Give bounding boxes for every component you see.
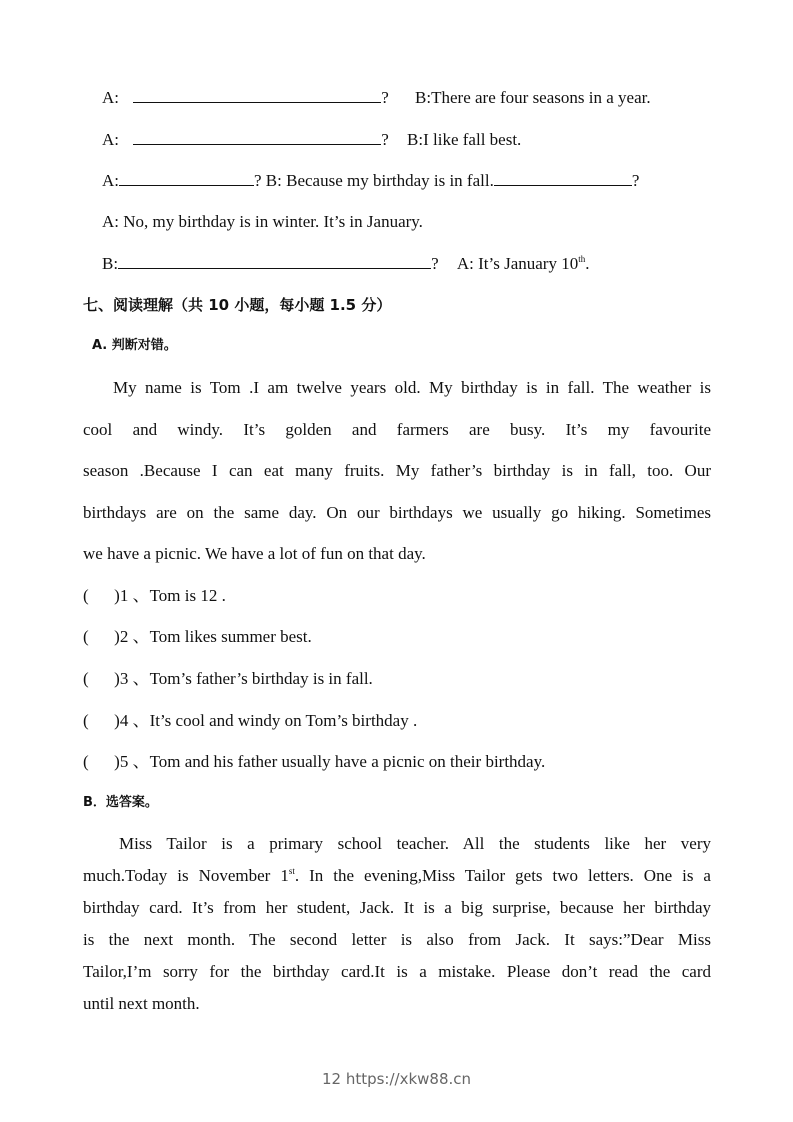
speaker-b: B: [102, 254, 119, 273]
passage-b-line: Tailor,I’m sorry for the birthday card.It is a mistake. Please don’t read the card [83, 962, 711, 981]
speaker-a: A: [102, 130, 119, 149]
question-5[interactable]: ( )5 、Tom and his father usually have a picnic on their birthday. [83, 752, 546, 771]
reply-a: A: It’s January 10th. [456, 254, 590, 273]
dialogue-line-2 [102, 129, 521, 150]
question-3[interactable]: ( )3 、Tom’s father’s birthday is in fall. [83, 669, 373, 688]
passage-b-line: is the next month. The second letter is also from Jack. It says:”Dear Miss [83, 930, 711, 949]
passage-b-line: until next month. [83, 994, 200, 1013]
dialogue-line-5 [102, 253, 589, 274]
part-b-heading: B．选答案。 [83, 795, 158, 810]
question-mark: ? [631, 171, 640, 190]
dialogue-line-4: A: No, my birthday is in winter. It’s in January. [102, 212, 423, 231]
answer-blank[interactable] [133, 87, 381, 103]
passage-a-line: cool and windy. It’s golden and farmers are busy. It’s my favourite [83, 420, 711, 439]
passage-b-line: Miss Tailor is a primary school teacher. All the students like her very [119, 834, 711, 853]
passage-a-line: season .Because I can eat many fruits. My father’s birthday is in fall, too. Our [83, 461, 711, 480]
passage-a-line: My name is Tom .I am twelve years old. My birthday is in fall. The weather is [113, 378, 711, 397]
answer-blank[interactable] [133, 129, 381, 145]
answer-blank[interactable] [494, 170, 632, 186]
question-2[interactable]: ( )2 、Tom likes summer best. [83, 627, 312, 646]
passage-a-line: birthdays are on the same day. On our birthdays we usually go hiking. Sometimes [83, 503, 711, 522]
question-1[interactable]: ( )1 、Tom is 12 . [83, 586, 226, 605]
question-mark: ? [381, 88, 389, 107]
dialogue-line-3 [102, 170, 639, 191]
speaker-a: A: [102, 88, 119, 107]
question-mark: ? [431, 254, 439, 273]
section-heading: 七、阅读理解（共 10 小题，每小题 1.5 分） [83, 296, 392, 314]
dialogue-line-1 [102, 87, 651, 108]
question-mark: ? [381, 130, 389, 149]
reply-b: ? B: Because my birthday is in fall. [254, 171, 494, 190]
speaker-a: A: [102, 171, 119, 190]
passage-b-line: birthday card. It’s from her student, Jack. It is a big surprise, because her birthday [83, 898, 711, 917]
reply-b: B:There are four seasons in a year. [415, 88, 651, 107]
question-4[interactable]: ( )4 、It’s cool and windy on Tom’s birthday . [83, 711, 418, 730]
part-a-heading: A. 判断对错。 [92, 338, 177, 353]
passage-a-line: we have a picnic. We have a lot of fun on that day. [83, 544, 426, 563]
answer-blank[interactable] [118, 253, 431, 269]
passage-b-line: much.Today is November 1st. In the evening,Miss Tailor gets two letters. One is a [83, 866, 711, 885]
reply-b: B:I like fall best. [407, 130, 522, 149]
answer-blank[interactable] [119, 170, 254, 186]
page-footer: 12 https://xkw88.cn [321, 1070, 472, 1088]
